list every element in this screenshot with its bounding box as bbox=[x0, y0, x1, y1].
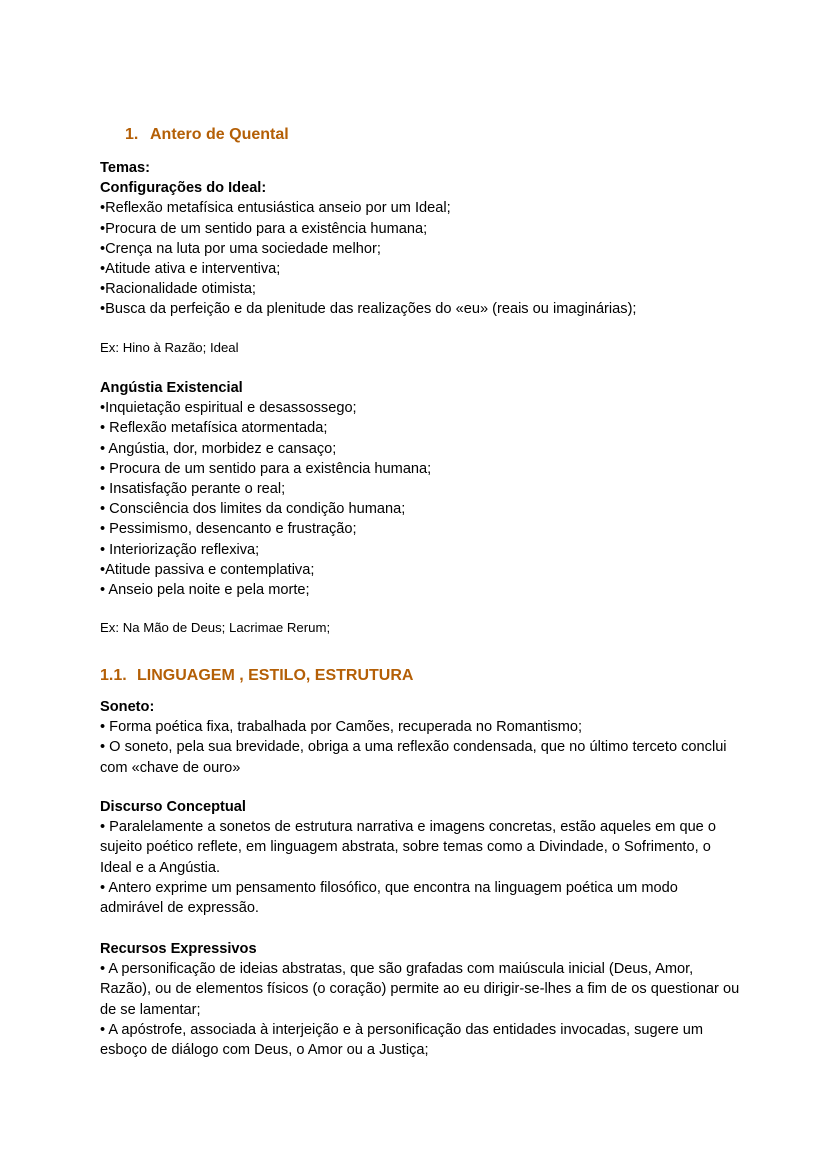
ideal-block bbox=[100, 158, 740, 320]
heading-title: LINGUAGEM , ESTILO, ESTRUTURA bbox=[137, 667, 414, 684]
recursos-block bbox=[100, 939, 740, 1060]
discurso-heading: Discurso Conceptual bbox=[100, 799, 246, 815]
list-item: • A personificação de ideias abstratas, que são grafadas com maiúscula inicial (Deus, Amor, Razão), ou de elementos físicos (o coração) permite ao eu dirigir-se-lhes a fim de os questionar ou de se lamentar; bbox=[100, 961, 740, 1018]
list-item: • Procura de um sentido para a existência humana; bbox=[100, 460, 432, 477]
list-item: •Reflexão metafísica entusiástica anseio por um Ideal; bbox=[100, 200, 451, 217]
heading-title: Antero de Quental bbox=[150, 126, 289, 143]
list-item: • Reflexão metafísica atormentada; bbox=[100, 420, 328, 437]
list-item: •Atitude passiva e contemplativa; bbox=[100, 561, 315, 578]
list-item: • A apóstrofe, associada à interjeição e à personificação das entidades invocadas, sugere um esboço de diálogo com Deus, o Amor ou a Justiça; bbox=[100, 1021, 704, 1059]
list-item: • Antero exprime um pensamento filosófico, que encontra na linguagem poética um modo admirável de expressão. bbox=[100, 879, 678, 917]
list-item: • O soneto, pela sua brevidade, obriga a uma reflexão condensada, que no último terceto conclui com «chave de ouro» bbox=[100, 739, 727, 776]
soneto-block bbox=[100, 697, 740, 778]
list-item: •Inquietação espiritual e desassossego; bbox=[100, 400, 357, 417]
ideal-example: Ex: Hino à Razão; Ideal bbox=[100, 340, 239, 355]
soneto-heading: Soneto: bbox=[100, 699, 155, 715]
list-item: • Paralelamente a sonetos de estrutura narrativa e imagens concretas, estão aqueles em que o sujeito poético reflete, em linguagem abstrata, sobre temas como a Divindade, o Sofrimento, o Ideal e a Angústia. bbox=[100, 819, 716, 876]
angustia-heading: Angústia Existencial bbox=[100, 380, 243, 396]
list-item: • Anseio pela noite e pela morte; bbox=[100, 582, 310, 599]
list-item: • Consciência dos limites da condição humana; bbox=[100, 501, 406, 518]
list-item: •Procura de um sentido para a existência humana; bbox=[100, 220, 428, 237]
temas-label: Temas: bbox=[100, 160, 151, 176]
heading-number: 1.1. bbox=[100, 667, 127, 684]
section-heading-linguagem bbox=[100, 667, 413, 685]
discurso-block bbox=[100, 797, 740, 918]
list-item: • Forma poética fixa, trabalhada por Camões, recuperada no Romantismo; bbox=[100, 719, 583, 736]
angustia-example: Ex: Na Mão de Deus; Lacrimae Rerum; bbox=[100, 620, 331, 635]
list-item: • Interiorização reflexiva; bbox=[100, 541, 260, 558]
list-item: • Insatisfação perante o real; bbox=[100, 481, 286, 498]
ideal-heading: Configurações do Ideal: bbox=[100, 180, 267, 197]
list-item: •Racionalidade otimista; bbox=[100, 281, 256, 298]
list-item: •Atitude ativa e interventiva; bbox=[100, 261, 281, 278]
section-heading-antero bbox=[125, 126, 289, 144]
list-item: •Crença na luta por uma sociedade melhor; bbox=[100, 240, 381, 257]
list-item: • Pessimismo, desencanto e frustração; bbox=[100, 521, 357, 538]
list-item: •Busca da perfeição e da plenitude das realizações do «eu» (reais ou imaginárias); bbox=[100, 301, 637, 318]
heading-number: 1. bbox=[125, 126, 139, 143]
angustia-block bbox=[100, 378, 740, 600]
recursos-heading: Recursos Expressivos bbox=[100, 941, 257, 957]
list-item: • Angústia, dor, morbidez e cansaço; bbox=[100, 440, 337, 457]
